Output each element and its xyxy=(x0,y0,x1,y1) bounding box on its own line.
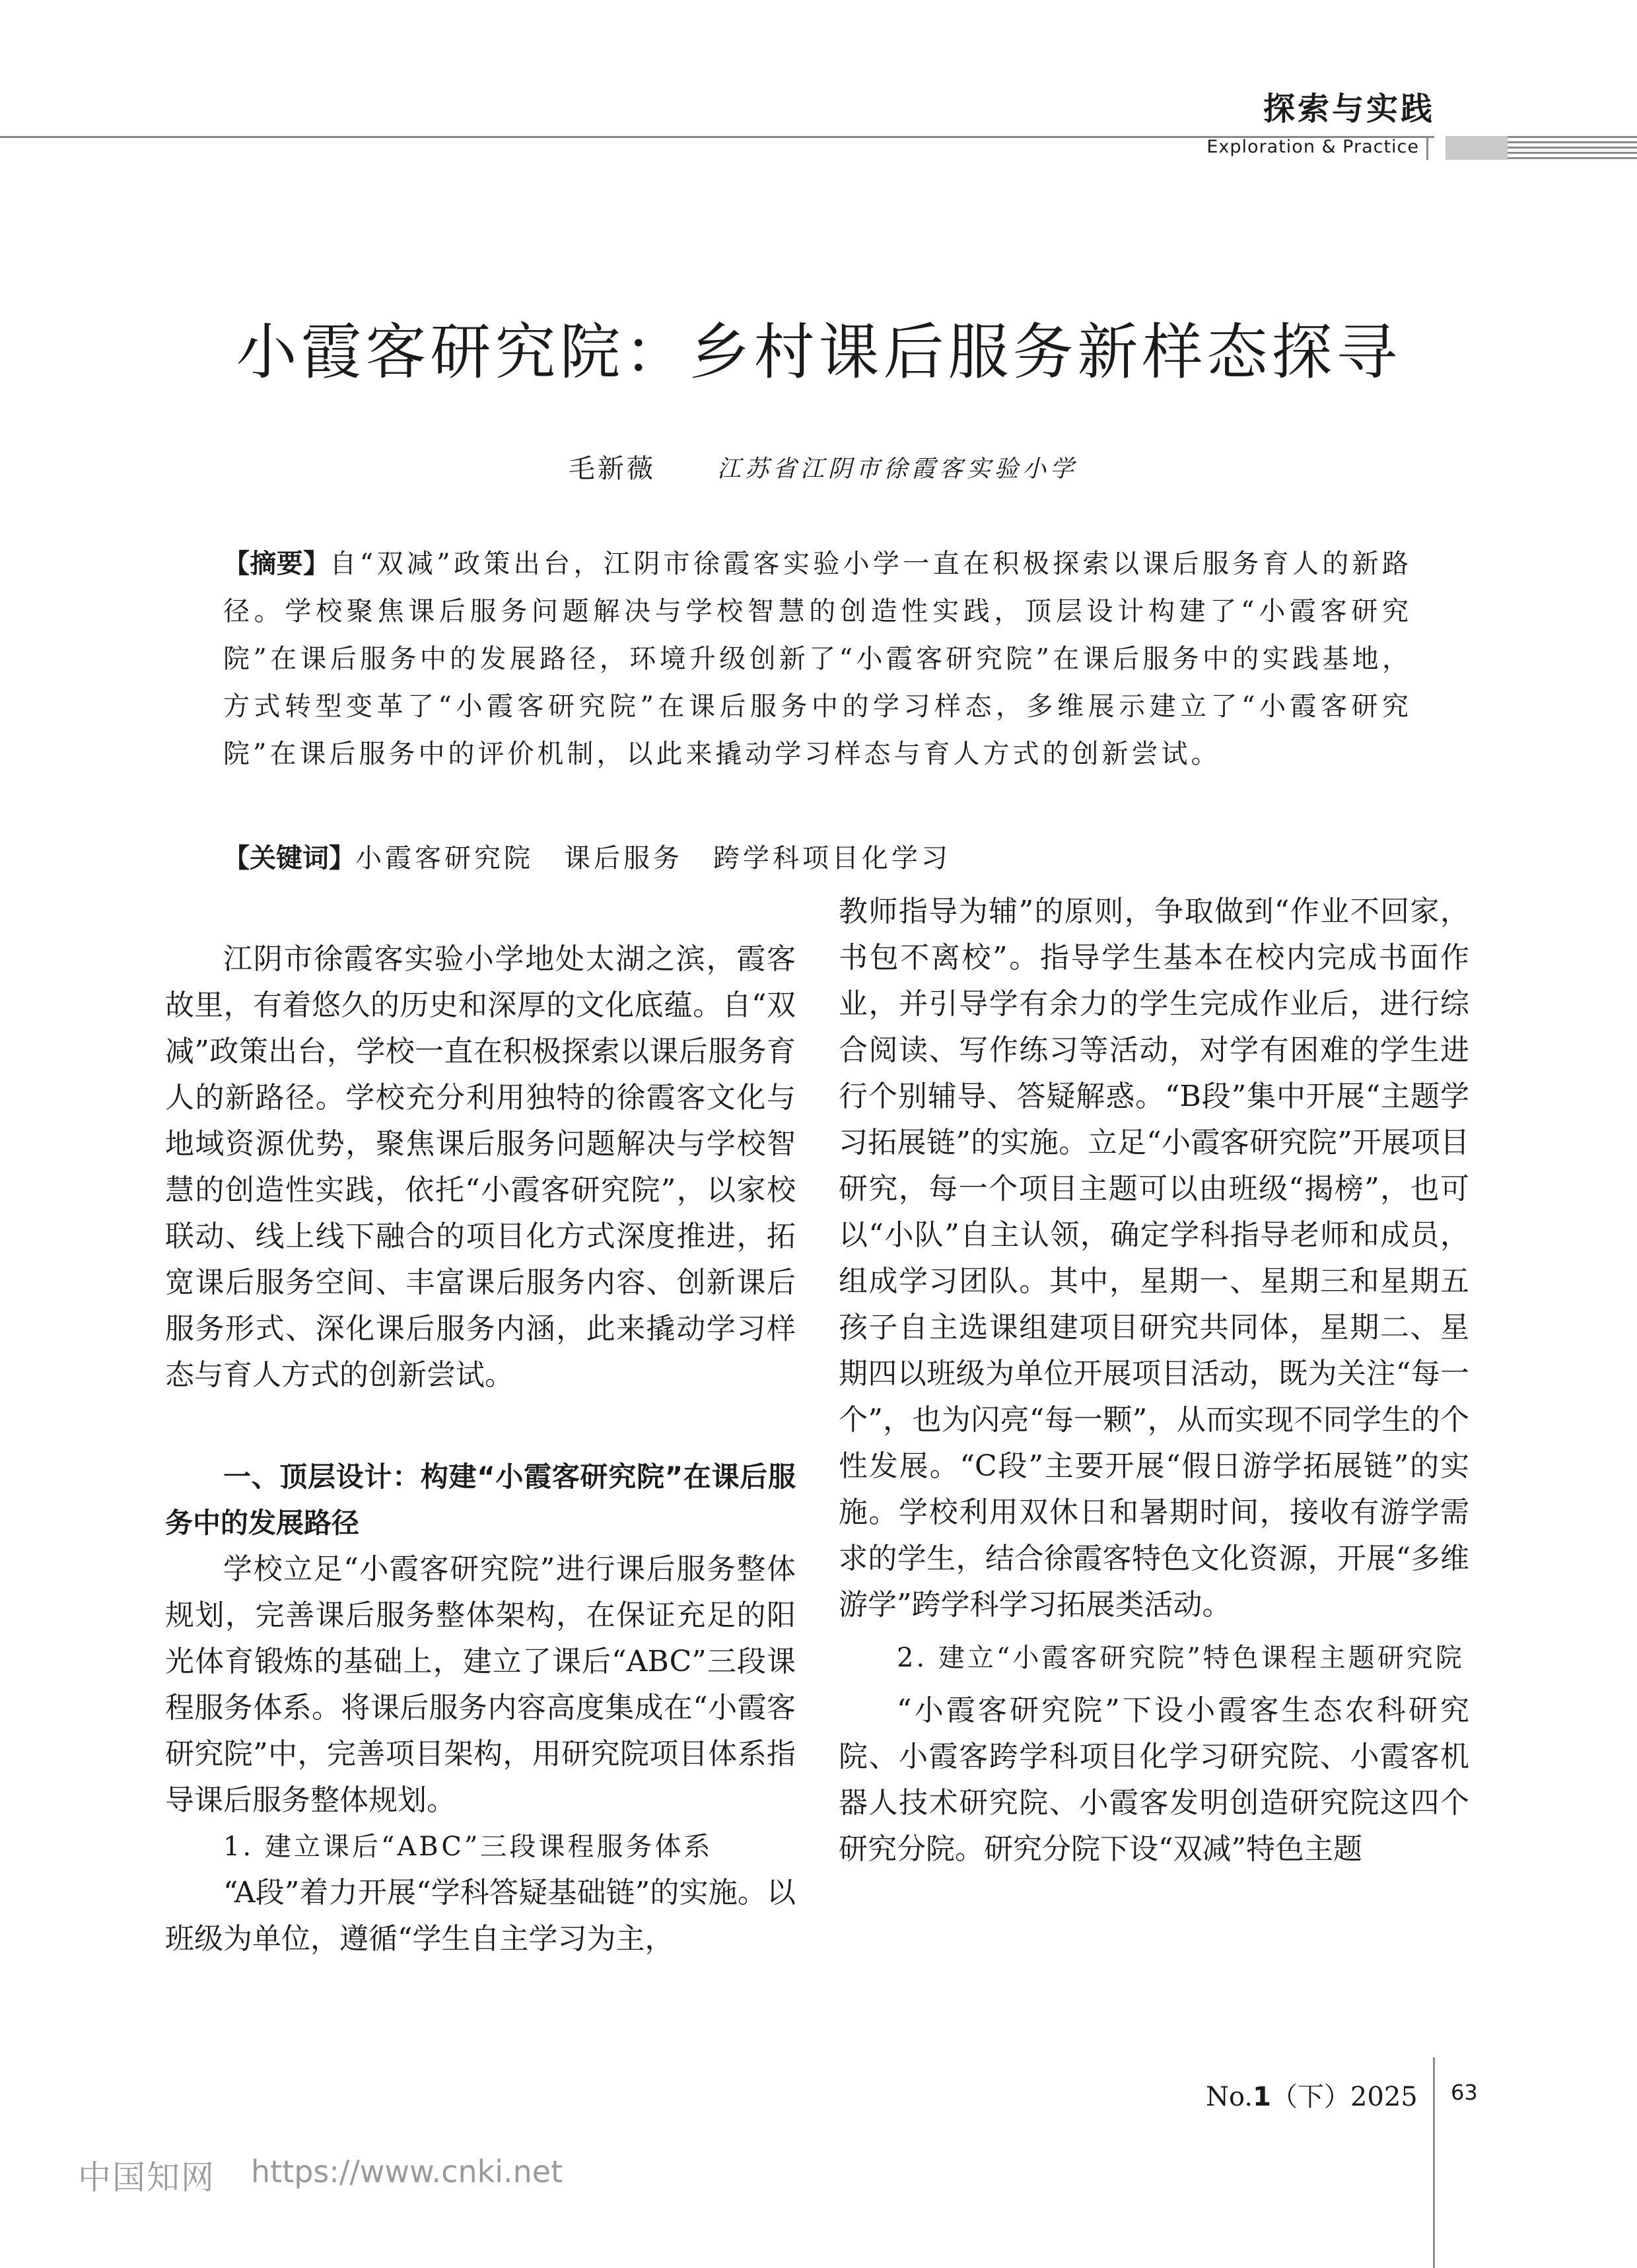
header-stripes xyxy=(1508,136,1637,160)
watermark-url: https://www.cnki.net xyxy=(251,2154,563,2189)
abstract-text: 自“双减”政策出台，江阴市徐霞客实验小学一直在积极探索以课后服务育人的新路径。学校聚焦课后服务问题解决与学校智慧的创造性实践，顶层设计构建了“小霞客研究院”在课后服务中的发展路径，环境升级创新了“小霞客研究院”在课后服务中的实践基地，方式转型变革了“小霞客研究院”在课后服务中的学习样态，多维展示建立了“小霞客研究院”在课后服务中的评价机制，以此来撬动学习样态与育人方式的创新尝试。 xyxy=(223,549,1412,769)
issue-number: 1 xyxy=(1253,2082,1271,2112)
paragraph: 学校立足“小霞客研究院”进行课后服务整体规划，完善课后服务整体架构，在保证充足的阳光体育锻炼的基础上，建立了课后“ABC”三段课程服务体系。将课后服务内容高度集成在“小霞客研究院”中，完善项目架构，用研究院项目体系指导课后服务整体规划。 xyxy=(165,1552,796,1817)
author-affiliation: 江苏省江阴市徐霞客实验小学 xyxy=(717,456,1078,483)
paragraph: “A段”着力开展“学科答疑基础链”的实施。以班级为单位，遵循“学生自主学习为主， xyxy=(165,1876,796,1956)
paragraph: 教师指导为辅”的原则，争取做到“作业不回家，书包不离校”。指导学生基本在校内完成书面作业，并引导学有余力的学生完成作业后，进行综合阅读、写作练习等活动，对学有困难的学生进行个别辅导、答疑解惑。“B段”集中开展“主题学习拓展链”的实施。立足“小霞客研究院”开展项目研究，每一个项目主题可以由班级“揭榜”，也可以“小队”自主认领，确定学科指导老师和成员，组成学习团队。其中，星期一、星期三和星期五孩子自主选课组建项目研究共同体，星期二、星期四以班级为单位开展项目活动，既为关注“每一个”，也为闪亮“每一颗”，从而实现不同学生的个性发展。“C段”主要开展“假日游学拓展链”的实施。学校利用双休日和暑期时间，接收有游学需求的学生，结合徐霞客特色文化资源，开展“多维游学”跨学科学习拓展类活动。 xyxy=(839,895,1469,1622)
keywords-label: 【关键词】 xyxy=(223,843,355,874)
body-column-left xyxy=(165,936,796,1962)
issue-info xyxy=(1206,2076,1418,2113)
article-title: 小霞客研究院：乡村课后服务新样态探寻 xyxy=(236,317,1401,388)
paragraph: 江阴市徐霞客实验小学地处太湖之滨，霞客故里，有着悠久的历史和深厚的文化底蕴。自“双减”政策出台，学校一直在积极探索以课后服务育人的新路径。学校充分利用独特的徐霞客文化与地域资源优势，聚焦课后服务问题解决与学校智慧的创造性实践，依托“小霞客研究院”，以家校联动、线上线下融合的项目化方式深度推进，拓宽课后服务空间、丰富课后服务内容、创新课后服务形式、深化课后服务内涵，此来撬动学习样态与育人方式的创新尝试。 xyxy=(165,942,796,1392)
watermark-logo: 中国知网 xyxy=(78,2158,215,2197)
section-title: 探索与实践 xyxy=(1263,90,1435,127)
header-gray-block xyxy=(1445,136,1508,160)
footer-rule xyxy=(1433,2057,1435,2268)
paragraph: “小霞客研究院”下设小霞客生态农科研究院、小霞客跨学科项目化学习研究院、小霞客机器人技术研究院、小霞客发明创造研究院这四个研究分院。研究分院下设“双减”特色主题 xyxy=(839,1694,1469,1866)
subsection-heading: 1. 建立课后“ABC”三段课程服务体系 xyxy=(223,1832,713,1862)
keyword: 跨学科项目化学习 xyxy=(713,843,951,874)
keyword: 小霞客研究院 xyxy=(355,843,534,874)
issue-prefix: No. xyxy=(1206,2082,1253,2112)
section-title-en: Exploration & Practice xyxy=(1206,137,1419,157)
abstract-label: 【摘要】 xyxy=(223,549,330,579)
keywords xyxy=(223,837,981,875)
author-name: 毛新薇 xyxy=(569,454,656,484)
keyword: 课后服务 xyxy=(564,843,683,874)
subsection-heading: 2. 建立“小霞客研究院”特色课程主题研究院 xyxy=(897,1643,1465,1673)
header-divider xyxy=(1426,136,1428,160)
body-column-right xyxy=(839,889,1469,1873)
abstract xyxy=(223,540,1412,778)
page-number: 63 xyxy=(1451,2080,1478,2105)
section-heading: 一、顶层设计：构建“小霞客研究院”在课后服务中的发展路径 xyxy=(165,1460,796,1539)
issue-suffix: （下）2025 xyxy=(1271,2082,1418,2112)
